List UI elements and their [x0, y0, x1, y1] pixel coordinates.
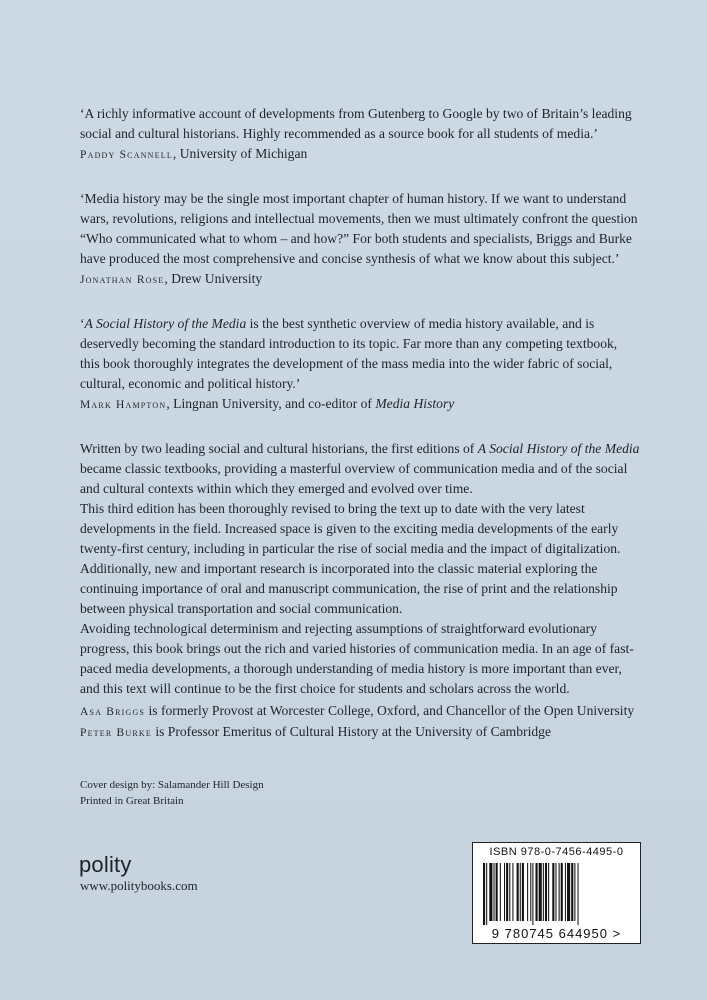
reviewer-affiliation: , University of Michigan	[172, 146, 308, 161]
reviewer-affiliation: , Lingnan University, and co-editor of	[166, 396, 376, 411]
author-bio-text: is formerly Provost at Worcester College, Oxford, and Chancellor of the Open University	[145, 703, 635, 718]
desc-text: became classic textbooks, providing a masterful overview of communication media and of the social and cultural contexts within which they emerged and evolved over time.	[80, 461, 628, 496]
description-paragraph-3: Avoiding technological determinism and rejecting assumptions of straightforward evolutionary progress, this book brings out the rich and varied histories of communication media. In an age of fast-paced media developments, a thorough understanding of media history is more important than ever, and this text will continue to be the first choice for students and scholars across the world.	[80, 621, 634, 696]
isbn-label: ISBN 978-0-7456-4495-0	[489, 846, 624, 858]
quote-attribution	[80, 144, 640, 165]
barcode-bars-icon	[483, 863, 632, 925]
cover-text	[80, 104, 640, 743]
author-bio-1	[80, 701, 640, 722]
quote-rest: is the best synthetic overview of media history available, and is deservedly becoming the standard introduction to its topic. Far more than any competing textbook, this book thoroughly integrates the development of the mass media into the wider fabric of social, cultural, economic and political history.’	[80, 316, 618, 391]
reviewer-name: Paddy Scannell	[80, 149, 173, 161]
isbn-barcode	[472, 842, 641, 944]
author-bio-2	[80, 722, 640, 743]
review-quote-1	[80, 104, 640, 165]
quote-attribution	[80, 394, 640, 415]
author-name: Asa Briggs	[80, 706, 146, 718]
author-name: Peter Burke	[80, 727, 152, 739]
quote-open-mark: ‘	[80, 316, 85, 331]
publisher-logo: polity	[79, 852, 132, 877]
author-bios	[80, 701, 640, 743]
review-quote-3	[80, 314, 640, 415]
quote-attribution	[80, 269, 640, 290]
quote-text	[80, 314, 640, 394]
cover-design-credit: Cover design by: Salamander Hill Design	[80, 779, 264, 791]
description-paragraph-2: This third edition has been thoroughly revised to bring the text up to date with the very latest developments in the field. Increased space is given to the exciting media developments of the early twenty-first century, including in particular the rise of social media and the impact of digitalization. Additionally, new and important research is incorporated into the classic material exploring the continuing importance of oral and manuscript communication, the rise of print and the relationship between physical transportation and social communication.	[80, 501, 621, 616]
barcode-number: 9 780745 644950 >	[491, 926, 622, 941]
reviewer-name: Mark Hampton	[80, 399, 167, 411]
description-paragraph-1	[80, 439, 640, 499]
journal-title: Media History	[375, 396, 455, 411]
reviewer-name: Jonathan Rose	[80, 274, 165, 286]
reviewer-affiliation: , Drew University	[164, 271, 263, 286]
review-quote-2	[80, 189, 640, 290]
book-title: A Social History of the Media	[84, 316, 247, 331]
credits	[80, 777, 264, 809]
desc-text: Written by two leading social and cultural historians, the first editions of	[80, 441, 478, 456]
quote-text: ‘Media history may be the single most important chapter of human history. If we want to understand wars, revolutions, religions and intellectual movements, then we must ultimately confront the question “Who communicated what to whom – and how?” For both students and specialists, Briggs and Burke have produced the most comprehensive and concise synthesis of what we know about this subject.’	[80, 191, 638, 266]
printed-in: Printed in Great Britain	[80, 795, 184, 807]
quote-text: ‘A richly informative account of developments from Gutenberg to Google by two of Britain’s leading social and cultural historians. Highly recommended as a source book for all students of media.’	[80, 106, 632, 141]
book-title: A Social History of the Media	[477, 441, 640, 456]
publisher-website: www.politybooks.com	[80, 878, 198, 893]
author-bio-text: is Professor Emeritus of Cultural History at the University of Cambridge	[151, 724, 551, 739]
